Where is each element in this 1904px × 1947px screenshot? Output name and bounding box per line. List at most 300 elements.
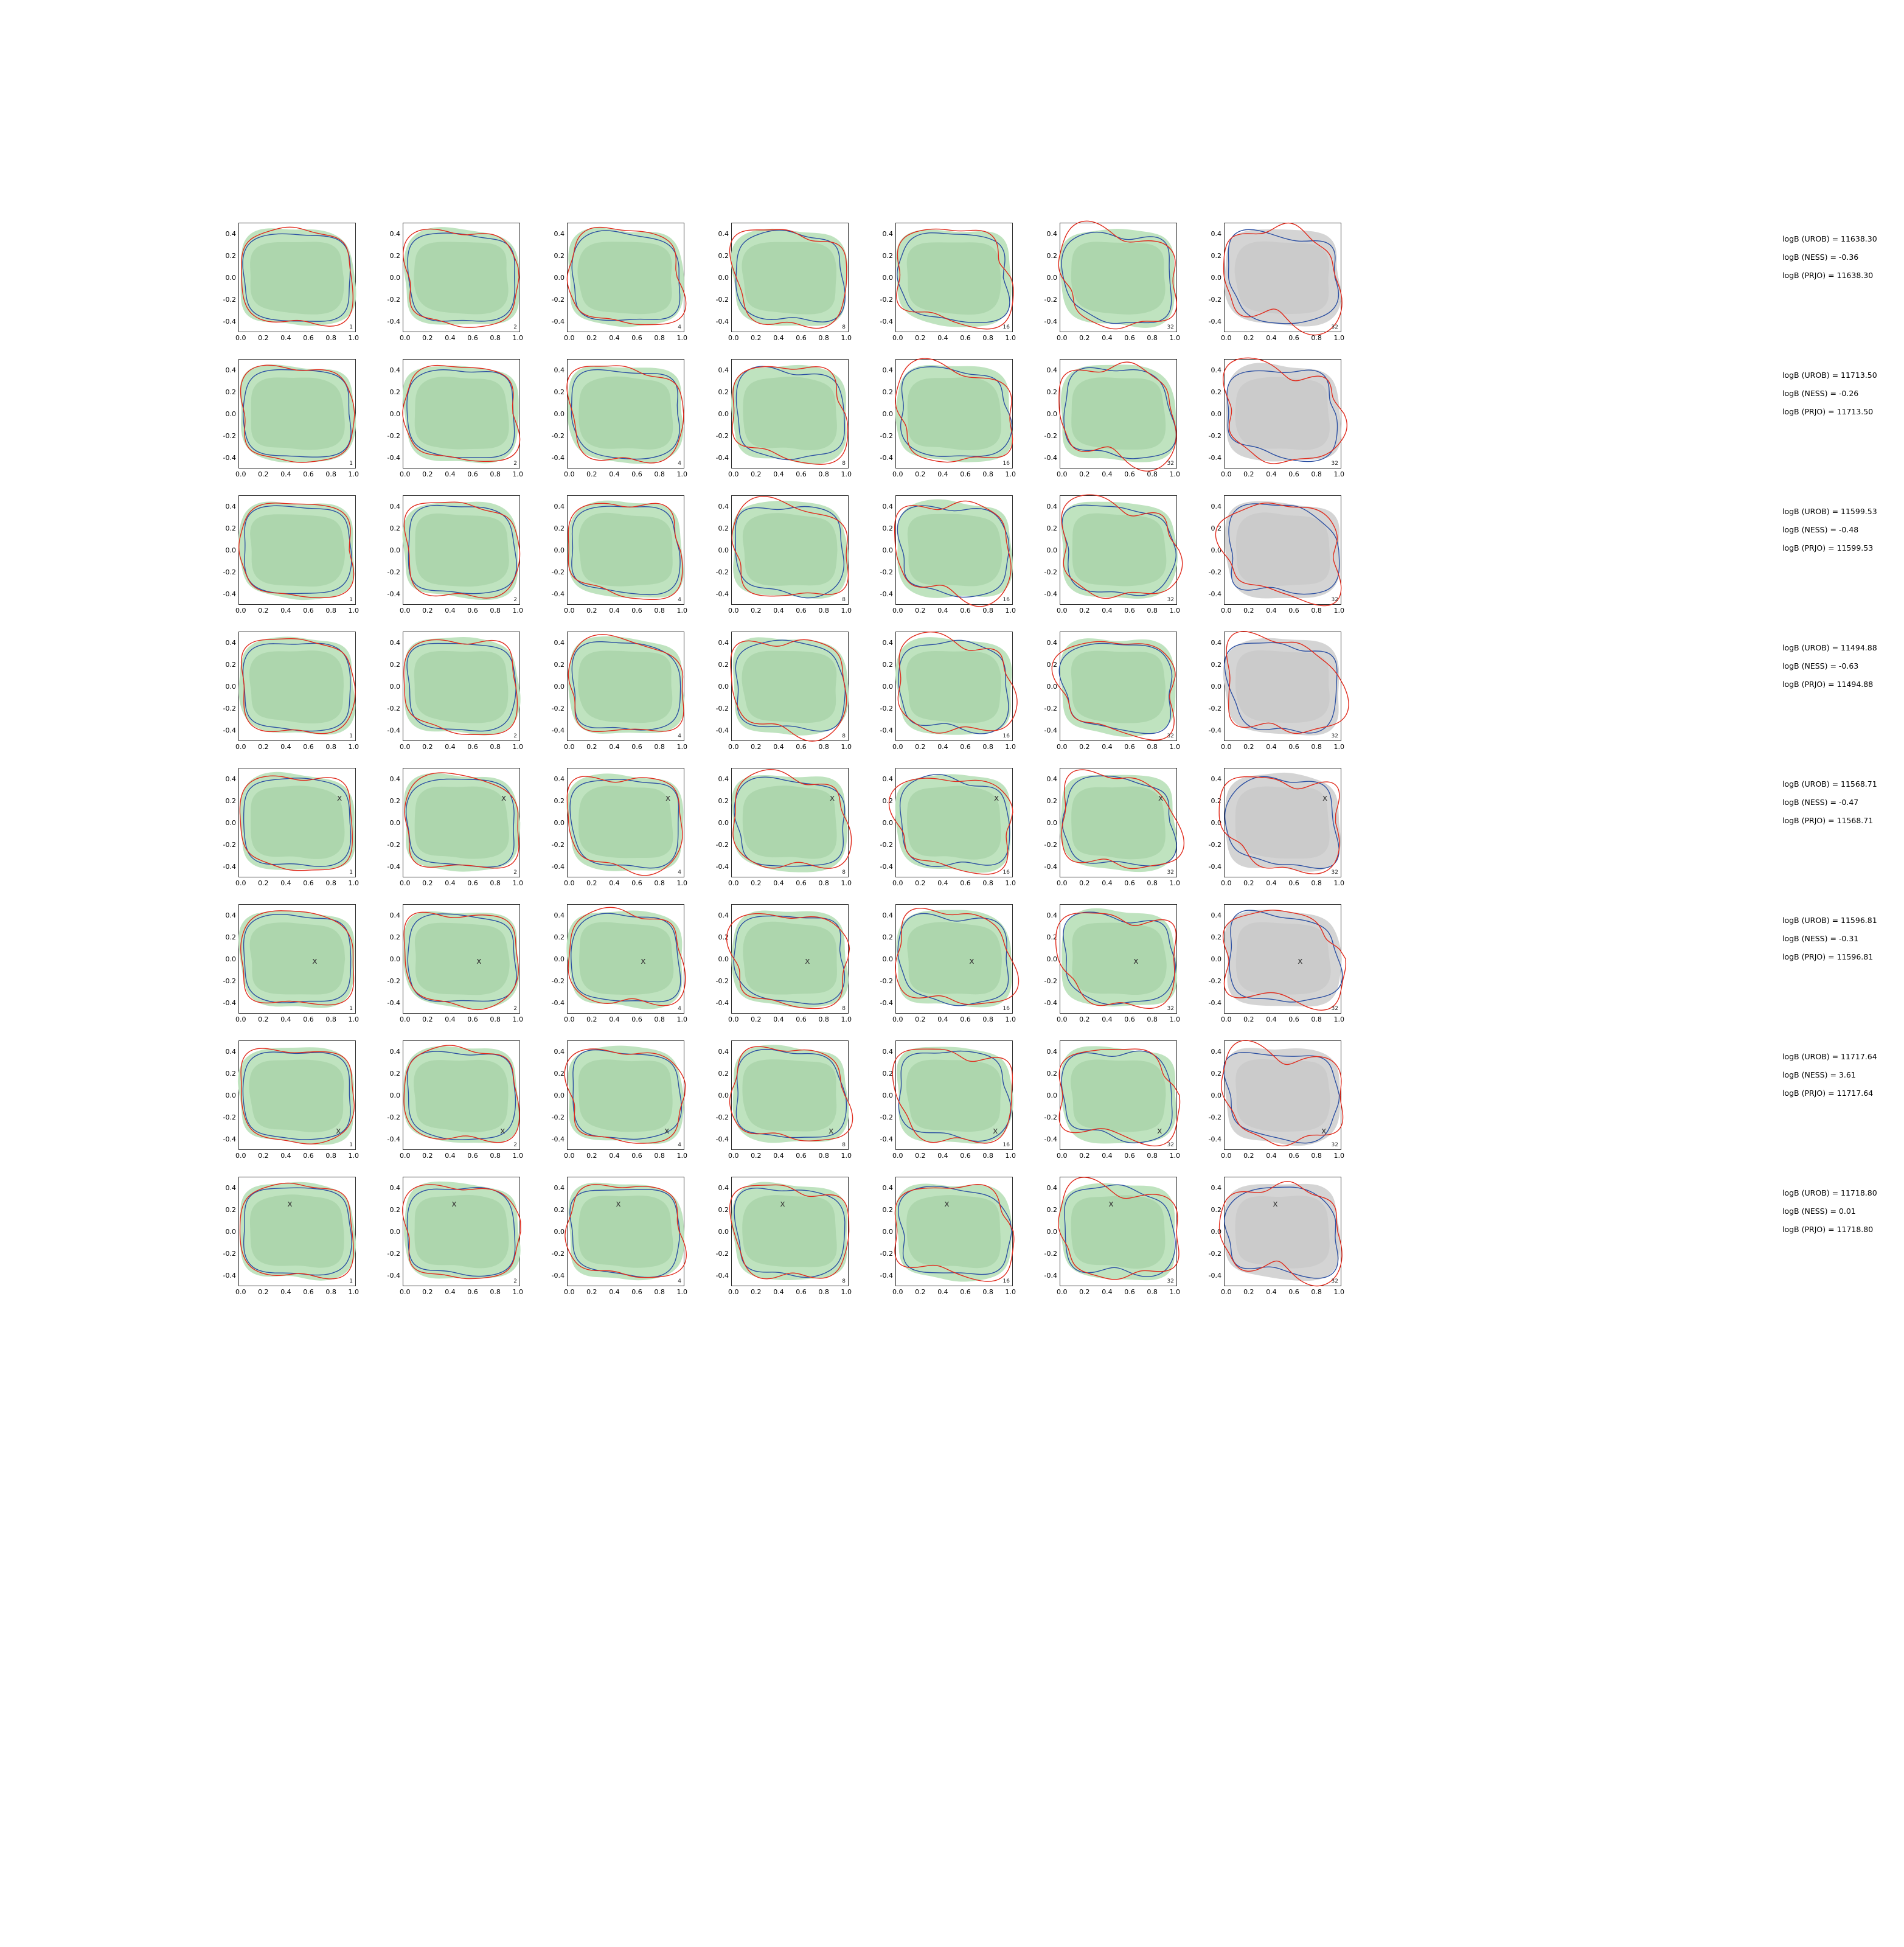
x-tick-label: 1.0 <box>1169 743 1181 751</box>
panel-index-label: 4 <box>678 324 681 330</box>
x-tick-label: 0.0 <box>728 1152 739 1160</box>
y-tick-label: -0.4 <box>880 726 893 734</box>
x-tick-label: 0.0 <box>1220 879 1232 887</box>
x-tick-label: 0.6 <box>796 470 807 478</box>
panel-index-label: 1 <box>349 324 353 330</box>
target-marker-x: x <box>994 793 999 804</box>
y-tick-label: 0.4 <box>389 639 400 647</box>
y-tick-label: -0.2 <box>387 705 400 712</box>
y-tick-label: 0.0 <box>882 1228 893 1236</box>
y-tick-label: 0.4 <box>1046 911 1057 919</box>
x-tick-label: 0.8 <box>1311 470 1322 478</box>
y-tick-label: -0.2 <box>223 568 236 576</box>
panel-index-label: 32 <box>1167 1006 1174 1012</box>
y-axis-ticks <box>1186 359 1221 468</box>
panel-index-label: 16 <box>1002 1278 1010 1284</box>
y-tick-label: 0.2 <box>225 388 236 396</box>
contour-plot <box>1060 1177 1177 1286</box>
inner-region-fill <box>1071 1195 1166 1269</box>
x-tick-label: 0.2 <box>422 1288 433 1296</box>
y-axis-ticks <box>365 1040 400 1150</box>
x-tick-label: 0.6 <box>631 607 642 615</box>
y-tick-label: 0.2 <box>718 797 729 805</box>
y-tick-label: 0.2 <box>389 1206 400 1214</box>
panel-index-label: 2 <box>513 597 517 603</box>
chart-panel-cell <box>365 219 529 355</box>
chart-panel-cell <box>365 355 529 492</box>
x-tick-label: 0.8 <box>982 470 993 478</box>
target-marker-x: x <box>641 956 646 966</box>
x-tick-label: 1.0 <box>1005 1288 1016 1296</box>
x-tick-label: 0.2 <box>915 879 926 887</box>
y-tick-label: -0.2 <box>387 1113 400 1121</box>
chart-panel-cell <box>529 764 693 900</box>
x-tick-label: 0.4 <box>280 1015 291 1023</box>
x-tick-label: 0.6 <box>1288 743 1299 751</box>
y-tick-label: -0.2 <box>387 432 400 440</box>
y-tick-label: -0.2 <box>1044 296 1057 304</box>
chart-panel-cell <box>858 492 1022 628</box>
x-tick-label: 0.8 <box>1147 879 1158 887</box>
chart-panel-cell <box>529 628 693 764</box>
x-tick-label: 0.4 <box>1102 607 1113 615</box>
x-axis-ticks <box>1056 470 1181 481</box>
contour-plot <box>238 1177 356 1286</box>
inner-region-fill <box>414 1060 509 1132</box>
x-tick-label: 0.0 <box>563 1288 575 1296</box>
y-tick-label: -0.2 <box>1044 432 1057 440</box>
x-tick-label: 0.8 <box>1311 743 1322 751</box>
contour-plot <box>731 768 849 877</box>
y-tick-label: -0.4 <box>551 318 565 326</box>
annotation-text: logB (UROB) = 11596.81 <box>1782 916 1877 925</box>
x-tick-label: 0.6 <box>1288 1152 1299 1160</box>
y-axis-ticks <box>1022 768 1057 877</box>
x-tick-label: 0.0 <box>1056 879 1068 887</box>
y-tick-label: -0.2 <box>223 296 236 304</box>
x-tick-label: 0.8 <box>490 1015 501 1023</box>
contour-plot <box>731 495 849 605</box>
x-tick-label: 1.0 <box>1169 1015 1181 1023</box>
y-axis-ticks <box>1186 1177 1221 1286</box>
inner-region-fill <box>1235 242 1329 314</box>
panel-index-label: 4 <box>678 733 681 739</box>
y-tick-label: -0.4 <box>551 726 565 734</box>
x-axis-ticks <box>399 879 524 890</box>
y-tick-label: -0.4 <box>223 318 236 326</box>
y-tick-label: -0.4 <box>715 590 729 598</box>
annotation-text: logB (NESS) = 3.61 <box>1782 1070 1856 1079</box>
y-tick-label: -0.4 <box>1208 999 1221 1007</box>
y-tick-label: -0.2 <box>880 296 893 304</box>
x-tick-label: 0.4 <box>1102 1288 1113 1296</box>
x-tick-label: 1.0 <box>512 743 524 751</box>
x-tick-label: 0.6 <box>796 334 807 342</box>
inner-region-fill <box>1235 650 1330 723</box>
x-axis-ticks <box>235 470 360 481</box>
panel-index-label: 32 <box>1167 1278 1174 1284</box>
x-tick-label: 0.0 <box>728 334 739 342</box>
x-tick-label: 1.0 <box>512 470 524 478</box>
x-tick-label: 1.0 <box>1333 607 1345 615</box>
y-axis-ticks <box>693 359 729 468</box>
x-tick-label: 0.8 <box>490 470 501 478</box>
y-tick-label: -0.4 <box>551 454 565 462</box>
x-tick-label: 0.2 <box>422 607 433 615</box>
x-tick-label: 0.6 <box>1124 743 1135 751</box>
chart-panel-cell <box>201 219 365 355</box>
x-tick-label: 0.0 <box>399 470 411 478</box>
x-tick-label: 0.4 <box>280 879 291 887</box>
y-tick-label: 0.0 <box>882 1092 893 1099</box>
x-axis-ticks <box>563 334 688 344</box>
inner-region-fill <box>1072 514 1167 587</box>
inner-region-fill <box>1071 377 1166 450</box>
x-axis-ticks <box>563 1288 688 1298</box>
y-tick-label: 0.0 <box>718 683 729 691</box>
target-marker-x: x <box>780 1199 785 1209</box>
y-tick-label: -0.2 <box>1208 1113 1221 1121</box>
y-tick-label: 0.2 <box>389 661 400 669</box>
target-marker-x: x <box>829 1126 834 1137</box>
x-tick-label: 0.2 <box>915 470 926 478</box>
inner-region-fill <box>249 650 344 723</box>
y-tick-label: 0.0 <box>1211 1092 1221 1099</box>
y-tick-label: -0.4 <box>387 318 400 326</box>
x-tick-label: 0.0 <box>892 879 903 887</box>
chart-panel-cell <box>858 1037 1022 1173</box>
panel-index-label: 32 <box>1167 461 1174 467</box>
y-tick-label: 0.2 <box>1046 524 1057 532</box>
x-tick-label: 0.4 <box>1266 879 1277 887</box>
x-tick-label: 0.0 <box>1056 1015 1068 1023</box>
panel-index-label: 32 <box>1331 869 1338 876</box>
contour-plot <box>731 1177 849 1286</box>
y-tick-label: -0.4 <box>1208 454 1221 462</box>
contour-plot <box>238 768 356 877</box>
x-tick-label: 0.6 <box>631 470 642 478</box>
x-tick-label: 0.6 <box>303 334 314 342</box>
y-tick-label: 0.0 <box>554 274 565 282</box>
contour-plot <box>238 495 356 605</box>
contour-plot <box>403 359 520 468</box>
y-tick-label: 0.0 <box>225 1228 236 1236</box>
y-tick-label: -0.2 <box>715 841 729 849</box>
y-tick-label: -0.2 <box>387 568 400 576</box>
y-axis-ticks <box>858 1040 893 1150</box>
y-axis-ticks <box>365 1177 400 1286</box>
y-axis-ticks <box>529 1177 565 1286</box>
inner-region-fill <box>251 785 344 859</box>
contour-plot <box>1060 632 1177 741</box>
x-axis-ticks <box>235 1015 360 1026</box>
inner-region-fill <box>907 786 1001 860</box>
panel-index-label: 32 <box>1331 733 1338 739</box>
chart-panel-cell <box>529 492 693 628</box>
x-tick-label: 0.0 <box>399 1288 411 1296</box>
panel-index-label: 2 <box>513 1142 517 1148</box>
y-tick-label: 0.0 <box>1046 410 1057 418</box>
x-tick-label: 1.0 <box>348 1288 360 1296</box>
x-tick-label: 0.4 <box>937 607 948 615</box>
row-annotations <box>1782 1048 1904 1102</box>
x-tick-label: 0.6 <box>960 607 971 615</box>
x-tick-label: 0.4 <box>1266 743 1277 751</box>
chart-panel-cell <box>201 1173 365 1309</box>
x-tick-label: 0.8 <box>325 1015 336 1023</box>
x-tick-label: 0.6 <box>796 1288 807 1296</box>
x-tick-label: 1.0 <box>676 1288 688 1296</box>
inner-region-fill <box>415 514 509 587</box>
y-axis-ticks <box>529 223 565 332</box>
x-tick-label: 0.8 <box>818 743 829 751</box>
x-tick-label: 0.0 <box>399 607 411 615</box>
y-tick-label: 0.4 <box>554 775 565 783</box>
panel-index-label: 8 <box>842 869 846 876</box>
inner-region-fill <box>415 377 509 449</box>
x-tick-label: 0.2 <box>422 470 433 478</box>
y-tick-label: 0.2 <box>1211 797 1221 805</box>
y-tick-label: 0.0 <box>718 1092 729 1099</box>
x-tick-label: 0.8 <box>654 470 665 478</box>
x-tick-label: 0.2 <box>915 1152 926 1160</box>
x-tick-label: 0.0 <box>1220 1152 1232 1160</box>
inner-region-fill <box>578 1196 673 1268</box>
x-axis-ticks <box>892 334 1016 344</box>
x-tick-label: 0.4 <box>445 607 456 615</box>
x-tick-label: 0.6 <box>960 1015 971 1023</box>
y-tick-label: 0.0 <box>554 819 565 827</box>
x-tick-label: 0.0 <box>1056 607 1068 615</box>
y-tick-label: -0.2 <box>387 841 400 849</box>
inner-region-fill <box>743 785 837 859</box>
x-axis-ticks <box>1056 607 1181 617</box>
y-tick-label: -0.2 <box>551 1250 565 1258</box>
y-axis-ticks <box>858 632 893 741</box>
x-tick-label: 0.0 <box>892 607 903 615</box>
y-tick-label: 0.0 <box>554 683 565 691</box>
x-tick-label: 0.2 <box>1243 743 1254 751</box>
x-tick-label: 0.6 <box>960 470 971 478</box>
y-axis-ticks <box>529 495 565 605</box>
y-tick-label: 0.0 <box>1211 683 1221 691</box>
inner-region-fill <box>579 922 673 994</box>
x-tick-label: 1.0 <box>1169 334 1181 342</box>
inner-region-fill <box>1071 1060 1166 1132</box>
x-axis-ticks <box>728 470 852 481</box>
target-marker-x: x <box>336 1126 341 1137</box>
y-tick-label: -0.2 <box>387 977 400 985</box>
x-tick-label: 0.4 <box>280 470 291 478</box>
x-tick-label: 0.0 <box>399 1015 411 1023</box>
x-tick-label: 0.2 <box>1243 879 1254 887</box>
x-tick-label: 0.0 <box>892 743 903 751</box>
contour-plot <box>1224 1177 1341 1286</box>
x-axis-ticks <box>1220 879 1345 890</box>
x-tick-label: 0.8 <box>325 879 336 887</box>
x-tick-label: 0.2 <box>1243 1288 1254 1296</box>
target-marker-x: x <box>1322 793 1328 804</box>
x-tick-label: 0.8 <box>490 879 501 887</box>
y-tick-label: -0.2 <box>880 705 893 712</box>
x-tick-label: 0.2 <box>258 1288 269 1296</box>
y-tick-label: 0.4 <box>225 1184 236 1192</box>
chart-panel-cell <box>693 1037 858 1173</box>
x-tick-label: 0.4 <box>937 470 948 478</box>
y-tick-label: 0.2 <box>554 252 565 260</box>
y-axis-ticks <box>858 223 893 332</box>
panel-index-label: 4 <box>678 1006 681 1012</box>
y-tick-label: 0.0 <box>1046 955 1057 963</box>
y-tick-label: 0.0 <box>1211 955 1221 963</box>
y-tick-label: -0.2 <box>387 296 400 304</box>
target-marker-x: x <box>616 1199 621 1209</box>
x-tick-label: 0.6 <box>1124 1152 1135 1160</box>
chart-panel-cell <box>1186 355 1350 492</box>
y-tick-label: -0.2 <box>1044 841 1057 849</box>
x-tick-label: 0.6 <box>1288 470 1299 478</box>
annotation-text: logB (PRJO) = 11494.88 <box>1782 680 1874 689</box>
y-tick-label: 0.0 <box>225 1092 236 1099</box>
y-tick-label: 0.4 <box>882 1184 893 1192</box>
x-axis-ticks <box>235 879 360 890</box>
x-tick-label: 0.6 <box>631 743 642 751</box>
panel-index-label: 8 <box>842 597 846 603</box>
y-tick-label: 0.0 <box>1211 274 1221 282</box>
x-axis-ticks <box>1220 1288 1345 1298</box>
y-tick-label: 0.2 <box>225 797 236 805</box>
inner-region-fill <box>578 513 672 587</box>
inner-region-fill <box>415 923 510 995</box>
x-tick-label: 0.0 <box>563 1152 575 1160</box>
x-tick-label: 0.0 <box>892 334 903 342</box>
x-axis-ticks <box>1056 879 1181 890</box>
x-tick-label: 0.6 <box>1288 607 1299 615</box>
y-tick-label: -0.2 <box>880 1250 893 1258</box>
inner-region-fill <box>742 1195 836 1267</box>
x-tick-label: 0.4 <box>445 1288 456 1296</box>
x-tick-label: 0.8 <box>1311 1288 1322 1296</box>
x-tick-label: 0.2 <box>1079 334 1090 342</box>
x-tick-label: 0.2 <box>258 1015 269 1023</box>
contour-plot <box>1060 495 1177 605</box>
contour-plot <box>403 904 520 1014</box>
inner-region-fill <box>743 922 837 995</box>
y-tick-label: 0.2 <box>225 933 236 941</box>
x-tick-label: 0.0 <box>728 607 739 615</box>
x-tick-label: 0.0 <box>235 1288 246 1296</box>
y-tick-label: 0.2 <box>882 661 893 669</box>
x-tick-label: 0.4 <box>445 470 456 478</box>
target-marker-x: x <box>287 1199 293 1209</box>
x-tick-label: 0.6 <box>960 743 971 751</box>
x-tick-label: 0.4 <box>609 470 620 478</box>
panel-index-label: 32 <box>1167 733 1174 739</box>
inner-region-fill <box>251 377 345 450</box>
y-tick-label: 0.2 <box>1211 252 1221 260</box>
y-axis-ticks <box>529 632 565 741</box>
x-axis-ticks <box>1220 743 1345 753</box>
x-tick-label: 0.0 <box>399 879 411 887</box>
x-tick-label: 1.0 <box>676 470 688 478</box>
y-axis-ticks <box>1022 495 1057 605</box>
x-tick-label: 0.8 <box>982 1015 993 1023</box>
y-tick-label: -0.4 <box>1208 863 1221 871</box>
x-tick-label: 0.8 <box>1311 334 1322 342</box>
x-axis-ticks <box>399 743 524 753</box>
y-tick-label: 0.2 <box>389 388 400 396</box>
x-axis-ticks <box>892 879 1016 890</box>
inner-region-fill <box>742 1059 836 1131</box>
panel-index-label: 4 <box>678 1278 681 1284</box>
y-tick-label: 0.4 <box>389 1184 400 1192</box>
contour-plot <box>403 1040 520 1150</box>
x-tick-label: 0.4 <box>1102 470 1113 478</box>
y-tick-label: 0.4 <box>882 366 893 374</box>
y-tick-label: 0.0 <box>718 274 729 282</box>
y-tick-label: -0.2 <box>551 977 565 985</box>
x-tick-label: 0.4 <box>937 1152 948 1160</box>
y-tick-label: 0.0 <box>554 1092 565 1099</box>
x-tick-label: 1.0 <box>512 607 524 615</box>
x-tick-label: 0.6 <box>467 1288 478 1296</box>
y-tick-label: 0.4 <box>1211 503 1221 510</box>
chart-panel-cell <box>1186 628 1350 764</box>
y-tick-label: -0.4 <box>880 454 893 462</box>
row-annotations <box>1782 1184 1904 1239</box>
x-tick-label: 1.0 <box>1333 470 1345 478</box>
annotation-text: logB (NESS) = -0.63 <box>1782 661 1859 670</box>
y-tick-label: -0.2 <box>880 568 893 576</box>
y-axis-ticks <box>693 632 729 741</box>
x-tick-label: 0.2 <box>1243 334 1254 342</box>
x-tick-label: 0.6 <box>303 607 314 615</box>
x-tick-label: 0.6 <box>1124 334 1135 342</box>
x-tick-label: 0.6 <box>303 470 314 478</box>
y-axis-ticks <box>365 904 400 1014</box>
y-tick-label: -0.4 <box>715 999 729 1007</box>
contour-plot <box>567 632 684 741</box>
y-tick-label: -0.4 <box>880 590 893 598</box>
x-tick-label: 0.2 <box>258 607 269 615</box>
chart-panel-cell <box>1186 219 1350 355</box>
panel-index-label: 32 <box>1331 324 1338 330</box>
y-tick-label: 0.2 <box>1211 661 1221 669</box>
y-tick-label: 0.4 <box>389 366 400 374</box>
x-tick-label: 0.4 <box>445 1152 456 1160</box>
x-tick-label: 0.8 <box>325 743 336 751</box>
x-tick-label: 1.0 <box>512 879 524 887</box>
chart-panel-cell <box>858 764 1022 900</box>
y-tick-label: -0.4 <box>880 1272 893 1280</box>
x-tick-label: 0.8 <box>325 334 336 342</box>
x-tick-label: 0.0 <box>892 470 903 478</box>
x-tick-label: 0.0 <box>892 1015 903 1023</box>
y-axis-ticks <box>693 1040 729 1150</box>
annotation-text: logB (UROB) = 11568.71 <box>1782 779 1877 789</box>
x-tick-label: 0.6 <box>960 334 971 342</box>
x-tick-label: 0.2 <box>258 1152 269 1160</box>
y-tick-label: 0.4 <box>1211 911 1221 919</box>
x-tick-label: 0.8 <box>818 879 829 887</box>
annotation-text: logB (UROB) = 11494.88 <box>1782 643 1877 652</box>
contour-plot <box>1060 768 1177 877</box>
target-marker-x: x <box>1298 956 1303 966</box>
x-tick-label: 0.4 <box>280 607 291 615</box>
x-tick-label: 0.2 <box>258 879 269 887</box>
x-tick-label: 0.0 <box>235 1152 246 1160</box>
x-tick-label: 0.8 <box>654 1015 665 1023</box>
